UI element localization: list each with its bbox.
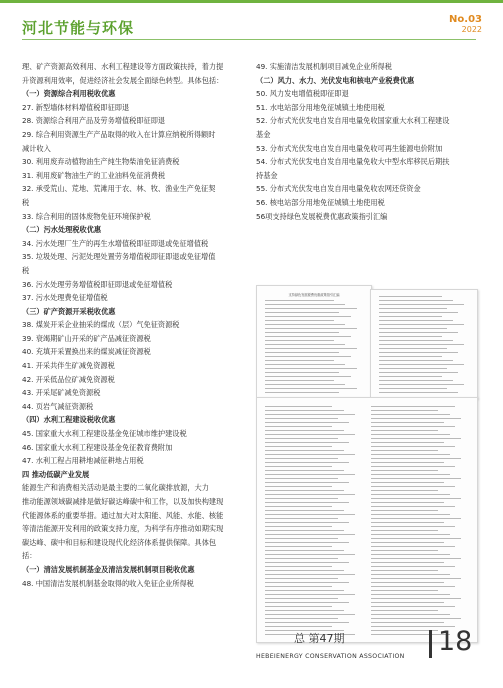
preview-text-line [265, 634, 355, 635]
text-line: 56. 核电站部分用地免征城镇土地使用税 [256, 197, 385, 207]
preview-text-line [265, 348, 357, 349]
text-line: 等清洁能源开发利用的政策支持力度，为科学有序推动如期实现 [22, 524, 224, 534]
preview-text-line [265, 324, 345, 325]
preview-text-line [265, 368, 357, 369]
preview-text-line [371, 502, 444, 503]
preview-text-line [265, 518, 338, 519]
preview-text-line [379, 364, 464, 365]
text-line: 30. 利用废弃动植物油生产纯生物柴油免征消费税 [22, 157, 180, 167]
preview-text-line [379, 372, 458, 373]
section-heading: （一）清洁发展机制基金及清洁发展机制项目税收优惠 [22, 564, 195, 574]
preview-text-line [265, 574, 355, 575]
preview-text-line [265, 364, 345, 365]
preview-text-line [265, 422, 349, 423]
preview-text-line [265, 474, 355, 475]
text-line: 理、矿产资源高效利用、水利工程建设等方面政策扶持，着力提 [22, 62, 224, 71]
preview-text-line [379, 312, 458, 313]
preview-text-line [371, 458, 461, 459]
preview-text-line [371, 530, 438, 531]
preview-text-line [371, 430, 438, 431]
preview-text-line [379, 392, 458, 393]
text-line: 34. 污水处理厂生产的再生水增值税即征即退或免征增值税 [22, 238, 209, 248]
preview-text-line [265, 582, 349, 583]
preview-text-line [371, 562, 444, 563]
preview-text-line [265, 344, 345, 345]
preview-text-line [265, 566, 332, 567]
preview-text-line [379, 384, 464, 385]
preview-text-line [265, 562, 349, 563]
preview-text-line [265, 410, 344, 411]
preview-text-line [371, 582, 444, 583]
preview-text-line [265, 388, 357, 389]
preview-text-line [379, 296, 442, 297]
preview-text-line [371, 438, 461, 439]
preview-page-1 [256, 285, 372, 399]
preview-text-line [265, 494, 355, 495]
text-line: 基金 [256, 129, 271, 139]
preview-text-line [371, 410, 438, 411]
preview-text-line [379, 308, 447, 309]
text-line: 43. 开采尾矿减免资源税 [22, 388, 101, 398]
text-line: 32. 承受荒山、荒地、荒滩用于农、林、牧、渔业生产免征契 [22, 184, 216, 194]
text-line: 括： [22, 551, 37, 561]
preview-text-line [371, 442, 444, 443]
preview-text-line [265, 470, 344, 471]
text-line: 48. 中国清洁发展机制基金取得的收入免征企业所得税 [22, 578, 194, 588]
preview-text-line [371, 478, 461, 479]
preview-text-line [265, 602, 349, 603]
text-line: 28. 资源综合利用产品及劳务增值税即征即退 [22, 116, 166, 126]
text-line: 44. 页岩气减征资源税 [22, 401, 94, 411]
text-line: 33. 综合利用的固体废物免征环境保护税 [22, 211, 151, 221]
preview-text-line [371, 518, 461, 519]
preview-text-line [265, 414, 355, 415]
preview-text-line [265, 328, 357, 329]
preview-text-line [265, 312, 339, 313]
preview-text-line [371, 610, 438, 611]
preview-text-line [379, 320, 453, 321]
right-text-column [256, 60, 478, 223]
preview-text-line [379, 336, 442, 337]
text-line: 54. 分布式光伏发电自发自用电量免收大中型水库移民后期扶 [256, 157, 450, 167]
preview-text-line [265, 304, 345, 305]
masthead [0, 0, 503, 50]
preview-text-line [371, 590, 438, 591]
preview-text-line [371, 602, 444, 603]
text-line: 36. 污水处理劳务增值税即征即退或免征增值税 [22, 279, 173, 289]
preview-text-line [371, 598, 461, 599]
text-line: 碳达峰、碳中和目标和建设现代化经济体系提供保障。具体包 [22, 537, 217, 547]
preview-text-line [371, 546, 455, 547]
preview-text-line [265, 606, 332, 607]
preview-text-line [265, 586, 332, 587]
preview-text-line [379, 316, 442, 317]
preview-text-line [379, 380, 453, 381]
preview-text-line [265, 316, 351, 317]
preview-text-line [265, 554, 355, 555]
preview-text-line [265, 578, 338, 579]
preview-text-line [379, 360, 453, 361]
preview-text-line [371, 498, 461, 499]
preview-text-line [265, 454, 355, 455]
preview-text-line [265, 530, 344, 531]
text-line: 推动能源领域碳减排是做好碳达峰碳中和工作，以及加快构建现 [22, 497, 224, 506]
preview-text-line [371, 554, 450, 555]
preview-text-line [371, 566, 455, 567]
preview-text-line [371, 558, 461, 559]
preview-text-line [265, 384, 345, 385]
footer-association-name: HEBEIENERGY CONSERVATION ASSOCIATION [256, 653, 405, 660]
preview-text-line [265, 336, 351, 337]
section-heading: （二）风力、水力、光伏发电和核电产业税费优惠 [256, 75, 415, 85]
preview-text-line [265, 626, 332, 627]
preview-text-line [371, 594, 450, 595]
preview-text-line [265, 570, 344, 571]
preview-text-line [371, 538, 461, 539]
preview-text-line [265, 610, 344, 611]
text-line: 45. 国家重大水利工程建设基金免征城市维护建设税 [22, 429, 187, 439]
preview-text-line [265, 426, 332, 427]
preview-text-line [379, 352, 458, 353]
issue-number: No.03 [449, 14, 482, 25]
preview-text-line [265, 590, 344, 591]
preview-text-line [265, 372, 339, 373]
preview-text-line [371, 494, 450, 495]
preview-text-line [371, 446, 455, 447]
preview-text-line [371, 418, 461, 419]
preview-text-line [379, 328, 447, 329]
text-line: 升资源利用效率，促进经济社会发展全面绿色转型。具体包括： [22, 75, 224, 85]
preview-text-line [265, 458, 338, 459]
preview-text-line [371, 490, 438, 491]
preview-text-line [371, 514, 450, 515]
preview-text-line [371, 550, 438, 551]
preview-text-line [371, 578, 461, 579]
preview-text-line [265, 376, 351, 377]
text-line: 减计收入 [22, 143, 51, 153]
preview-text-line [379, 356, 442, 357]
text-line: 39. 衰竭期矿山开采的矿产品减征资源税 [22, 333, 151, 343]
preview-text-line [371, 474, 450, 475]
issue-badge [434, 14, 482, 34]
section-heading: （四）水利工程建设税收优惠 [22, 415, 116, 425]
footer-issue-label: 总 第47期 [294, 632, 345, 645]
preview-text-line [371, 522, 444, 523]
preview-text-line [265, 392, 339, 393]
preview-text-line [265, 550, 344, 551]
preview-text-line [265, 308, 357, 309]
text-line: 27. 新型墙体材料增值税即征即退 [22, 102, 130, 112]
preview-text-line [265, 506, 332, 507]
preview-text-line [265, 478, 338, 479]
preview-text-line [265, 380, 334, 381]
preview-text-line [265, 352, 339, 353]
preview-doc-title: 支持绿色发展税费优惠政策指引汇编 [288, 293, 340, 297]
preview-text-line [265, 450, 344, 451]
preview-text-line [371, 574, 450, 575]
preview-text-line [371, 454, 450, 455]
preview-text-line [371, 426, 455, 427]
preview-text-line [379, 340, 453, 341]
section-heading: 四 推动低碳产业发展 [22, 469, 90, 479]
text-line: 49. 实施清洁发展机制项目减免企业所得税 [256, 62, 392, 71]
preview-text-line [265, 486, 332, 487]
text-line: 50. 风力发电增值税即征即退 [256, 89, 349, 99]
preview-text-line [379, 376, 442, 377]
preview-text-line [371, 618, 461, 619]
preview-text-line [265, 522, 349, 523]
preview-text-line [371, 482, 444, 483]
preview-text-line [265, 360, 334, 361]
text-line: 46. 国家重大水利工程建设基金免征教育费附加 [22, 442, 173, 452]
text-line: 55. 分布式光伏发电自发自用电量免收农网还贷资金 [256, 184, 421, 194]
text-line: 37. 污水处理费免征增值税 [22, 293, 108, 303]
preview-text-line [265, 514, 355, 515]
preview-text-line [265, 594, 355, 595]
preview-text-line [265, 490, 344, 491]
preview-text-line [371, 534, 450, 535]
preview-page-3 [256, 397, 478, 643]
preview-text-line [371, 422, 444, 423]
preview-text-line [371, 626, 455, 627]
header-rule [22, 39, 476, 40]
section-heading: （一）资源综合利用税收优惠 [22, 89, 116, 99]
text-line: 税 [22, 265, 30, 275]
preview-text-line [379, 304, 464, 305]
preview-text-line [265, 438, 338, 439]
preview-text-line [265, 498, 338, 499]
preview-text-line [265, 442, 349, 443]
page-number: 18 [438, 626, 473, 657]
text-line: 能源生产和消费相关活动是最主要的二氧化碳排放源，大力 [22, 483, 209, 493]
text-line: 56项支持绿色发展税费优惠政策指引汇编 [256, 211, 388, 221]
preview-text-line [265, 434, 355, 435]
preview-text-line [371, 486, 455, 487]
preview-text-line [371, 450, 438, 451]
issue-year: 2022 [461, 25, 482, 34]
preview-text-line [265, 630, 344, 631]
preview-text-line [265, 526, 332, 527]
section-heading: （三）矿产资源开采税收优惠 [22, 306, 116, 316]
preview-text-line [265, 538, 338, 539]
text-line: 51. 水电站部分用地免征城镇土地使用税 [256, 102, 385, 112]
preview-text-line [265, 622, 349, 623]
preview-text-line [265, 482, 349, 483]
preview-text-line [265, 510, 344, 511]
text-line: 35. 垃圾处理、污泥处理处置劳务增值税即征即退或免征增值 [22, 252, 216, 262]
preview-text-line [265, 300, 334, 301]
text-line: 47. 水利工程占用耕地减征耕地占用税 [22, 456, 144, 466]
preview-text-line [265, 406, 332, 407]
preview-text-line [371, 606, 455, 607]
preview-text-line [379, 300, 453, 301]
preview-text-line [371, 406, 455, 407]
preview-text-line [265, 466, 332, 467]
preview-text-line [265, 502, 349, 503]
preview-text-line [379, 332, 458, 333]
preview-text-line [265, 430, 344, 431]
preview-text-line [265, 558, 338, 559]
preview-text-line [379, 324, 464, 325]
preview-text-line [265, 340, 334, 341]
preview-text-line [371, 542, 444, 543]
preview-text-line [265, 614, 355, 615]
preview-text-line [371, 466, 455, 467]
text-line: 代能源体系的重要举措。通过加大对太阳能、风能、水能、核能 [22, 510, 224, 520]
left-text-column [22, 60, 238, 590]
preview-text-line [371, 510, 438, 511]
preview-text-line [371, 634, 450, 635]
preview-text-line [379, 368, 447, 369]
preview-text-line [371, 414, 450, 415]
preview-text-line [265, 462, 349, 463]
text-line: 41. 开采共伴生矿减免资源税 [22, 361, 115, 371]
preview-text-line [265, 356, 351, 357]
preview-text-line [371, 586, 455, 587]
preview-text-line [371, 570, 438, 571]
preview-text-line [379, 348, 447, 349]
text-line: 持基金 [256, 170, 278, 180]
preview-text-line [265, 598, 338, 599]
preview-text-line [371, 462, 444, 463]
preview-text-line [265, 320, 334, 321]
preview-text-line [379, 388, 447, 389]
preview-text-line [265, 618, 338, 619]
text-line: 31. 利用废矿物油生产的工业油料免征消费税 [22, 170, 166, 180]
preview-text-line [371, 622, 444, 623]
preview-page-2 [370, 289, 478, 399]
masthead-stripe [0, 0, 503, 3]
preview-text-line [371, 506, 455, 507]
text-line: 38. 煤炭开采企业抽采的煤成（层）气免征资源税 [22, 320, 180, 330]
preview-text-line [265, 546, 332, 547]
preview-text-line [265, 418, 338, 419]
preview-text-line [265, 534, 355, 535]
preview-text-line [371, 614, 450, 615]
document-preview-image [256, 285, 478, 643]
preview-text-line [265, 542, 349, 543]
preview-text-line [265, 332, 339, 333]
preview-text-line [371, 470, 438, 471]
preview-text-line [371, 526, 455, 527]
magazine-title: 河北节能与环保 [22, 19, 135, 37]
text-line: 53. 分布式光伏发电自发自用电量免收可再生能源电价附加 [256, 143, 443, 153]
text-line: 42. 开采低品位矿减免资源税 [22, 374, 115, 384]
text-line: 税 [22, 197, 30, 207]
preview-text-line [371, 434, 450, 435]
preview-text-line [265, 446, 332, 447]
text-line: 40. 充填开采置换出来的煤炭减征资源税 [22, 347, 151, 357]
text-line: 29. 综合利用资源生产产品取得的收入在计算应纳税所得额时 [22, 129, 216, 139]
section-heading: （二）污水处理税收优惠 [22, 225, 102, 235]
text-line: 52. 分布式光伏发电自发自用电量免收国家重大水利工程建设 [256, 116, 450, 126]
preview-text-line [371, 630, 438, 631]
preview-text-line [379, 344, 464, 345]
